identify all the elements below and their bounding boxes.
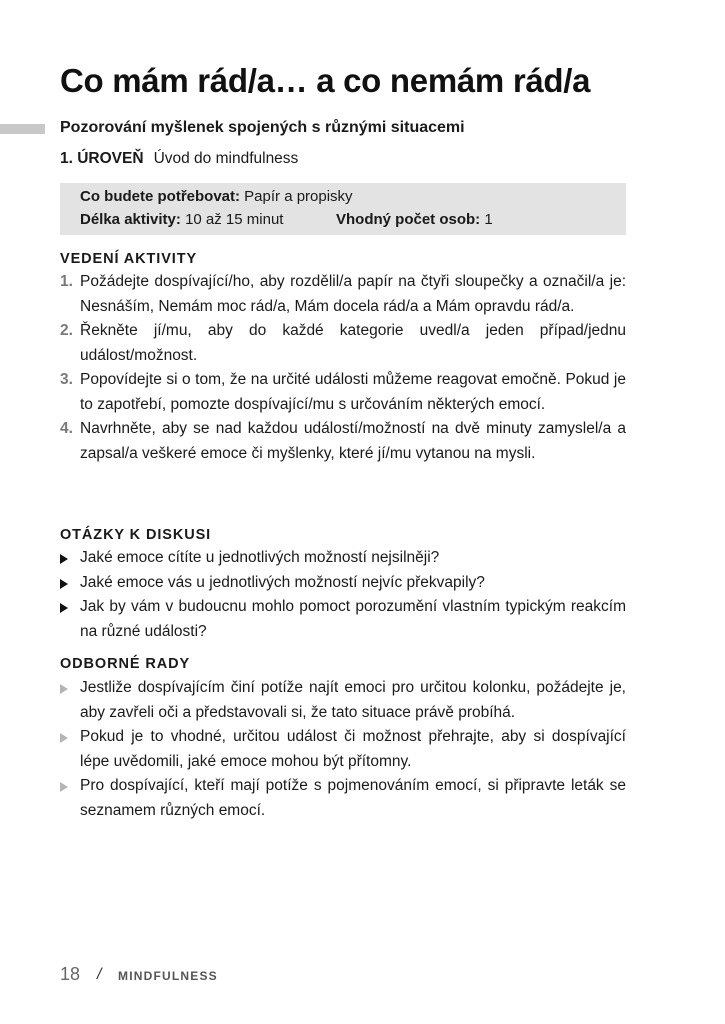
level-line bbox=[60, 150, 298, 168]
footer-section-name: MINDFULNESS bbox=[118, 969, 218, 983]
list-item bbox=[60, 774, 626, 823]
step-number: 3. bbox=[60, 371, 73, 388]
info-needs-value: Papír a propisky bbox=[244, 188, 353, 205]
page-number: 18 bbox=[60, 964, 81, 984]
list-item bbox=[60, 368, 626, 417]
step-text: Popovídejte si o tom, že na určité události můžeme reagovat emočně. Pokud je to zapotřebí, pomozte dospívající/mu s určováním některých emocí. bbox=[80, 371, 626, 413]
list-item bbox=[60, 270, 626, 319]
triangle-bullet-icon bbox=[60, 554, 68, 564]
advice-text: Pro dospívající, kteří mají potíže s pojmenováním emocí, si připravte leták se seznamem různých emocí. bbox=[80, 777, 626, 819]
info-duration-label: Délka aktivity: bbox=[80, 211, 181, 228]
list-item bbox=[60, 725, 626, 774]
triangle-bullet-icon bbox=[60, 579, 68, 589]
advice-list bbox=[60, 676, 626, 823]
list-item bbox=[60, 571, 626, 596]
info-duration-value: 10 až 15 minut bbox=[185, 211, 284, 228]
triangle-bullet-icon bbox=[60, 733, 68, 743]
triangle-bullet-icon bbox=[60, 782, 68, 792]
info-persons-label: Vhodný počet osob: bbox=[336, 211, 481, 228]
list-item bbox=[60, 319, 626, 368]
list-item bbox=[60, 676, 626, 725]
question-text: Jaké emoce cítíte u jednotlivých možností nejsilněji? bbox=[80, 549, 440, 566]
info-duration-persons bbox=[80, 211, 493, 228]
info-box bbox=[60, 183, 626, 235]
page-subtitle: Pozorování myšlenek spojených s různými situacemi bbox=[60, 119, 465, 136]
list-item bbox=[60, 595, 626, 644]
step-text: Požádejte dospívající/ho, aby rozdělil/a papír na čtyři sloupečky a označil/a je: Nesnáším, Nemám moc rád/a, Mám docela rád/a a Mám opravdu rád/a. bbox=[80, 273, 626, 315]
step-number: 1. bbox=[60, 273, 73, 290]
question-text: Jak by vám v budoucnu mohlo pomoct porozumění vlastním typickým reakcím na různé události? bbox=[80, 598, 626, 640]
triangle-bullet-icon bbox=[60, 603, 68, 613]
question-text: Jaké emoce vás u jednotlivých možností nejvíc překvapily? bbox=[80, 573, 485, 591]
step-text: Navrhněte, aby se nad každou událostí/možností na dvě minuty zamyslel/a a zapsal/a veškeré emoce či myšlenky, které jí/mu vytanou na mysli. bbox=[80, 420, 626, 462]
activity-steps bbox=[60, 270, 626, 466]
footer-separator: / bbox=[97, 966, 102, 983]
section-marker bbox=[0, 124, 45, 134]
activity-heading: VEDENÍ AKTIVITY bbox=[60, 251, 198, 267]
info-persons bbox=[336, 211, 493, 228]
step-number: 4. bbox=[60, 420, 73, 437]
info-persons-value: 1 bbox=[484, 211, 493, 228]
level-label: 1. ÚROVEŇ bbox=[60, 150, 144, 167]
step-text: Řekněte jí/mu, aby do každé kategorie uvedl/a jeden případ/jednu událost/možnost. bbox=[80, 322, 626, 364]
step-number: 2. bbox=[60, 322, 73, 339]
list-item bbox=[60, 546, 626, 571]
page-title: Co mám rád/a… a co nemám rád/a bbox=[60, 62, 591, 99]
triangle-bullet-icon bbox=[60, 684, 68, 694]
advice-text: Pokud je to vhodné, určitou událost či možnost přehrajte, aby si dospívající lépe uvědomili, jaké emoce mohou být přítomny. bbox=[80, 728, 626, 770]
info-needs bbox=[80, 188, 353, 205]
discussion-heading: OTÁZKY K DISKUSI bbox=[60, 527, 212, 543]
list-item bbox=[60, 417, 626, 466]
advice-heading: ODBORNÉ RADY bbox=[60, 656, 191, 672]
discussion-list bbox=[60, 546, 626, 644]
level-text: Úvod do mindfulness bbox=[153, 150, 299, 167]
advice-text: Jestliže dospívajícím činí potíže najít emoci pro určitou kolonku, požádejte je, aby zavřeli oči a představovali si, že tato situace právě probíhá. bbox=[80, 679, 626, 721]
info-needs-label: Co budete potřebovat: bbox=[80, 188, 240, 205]
